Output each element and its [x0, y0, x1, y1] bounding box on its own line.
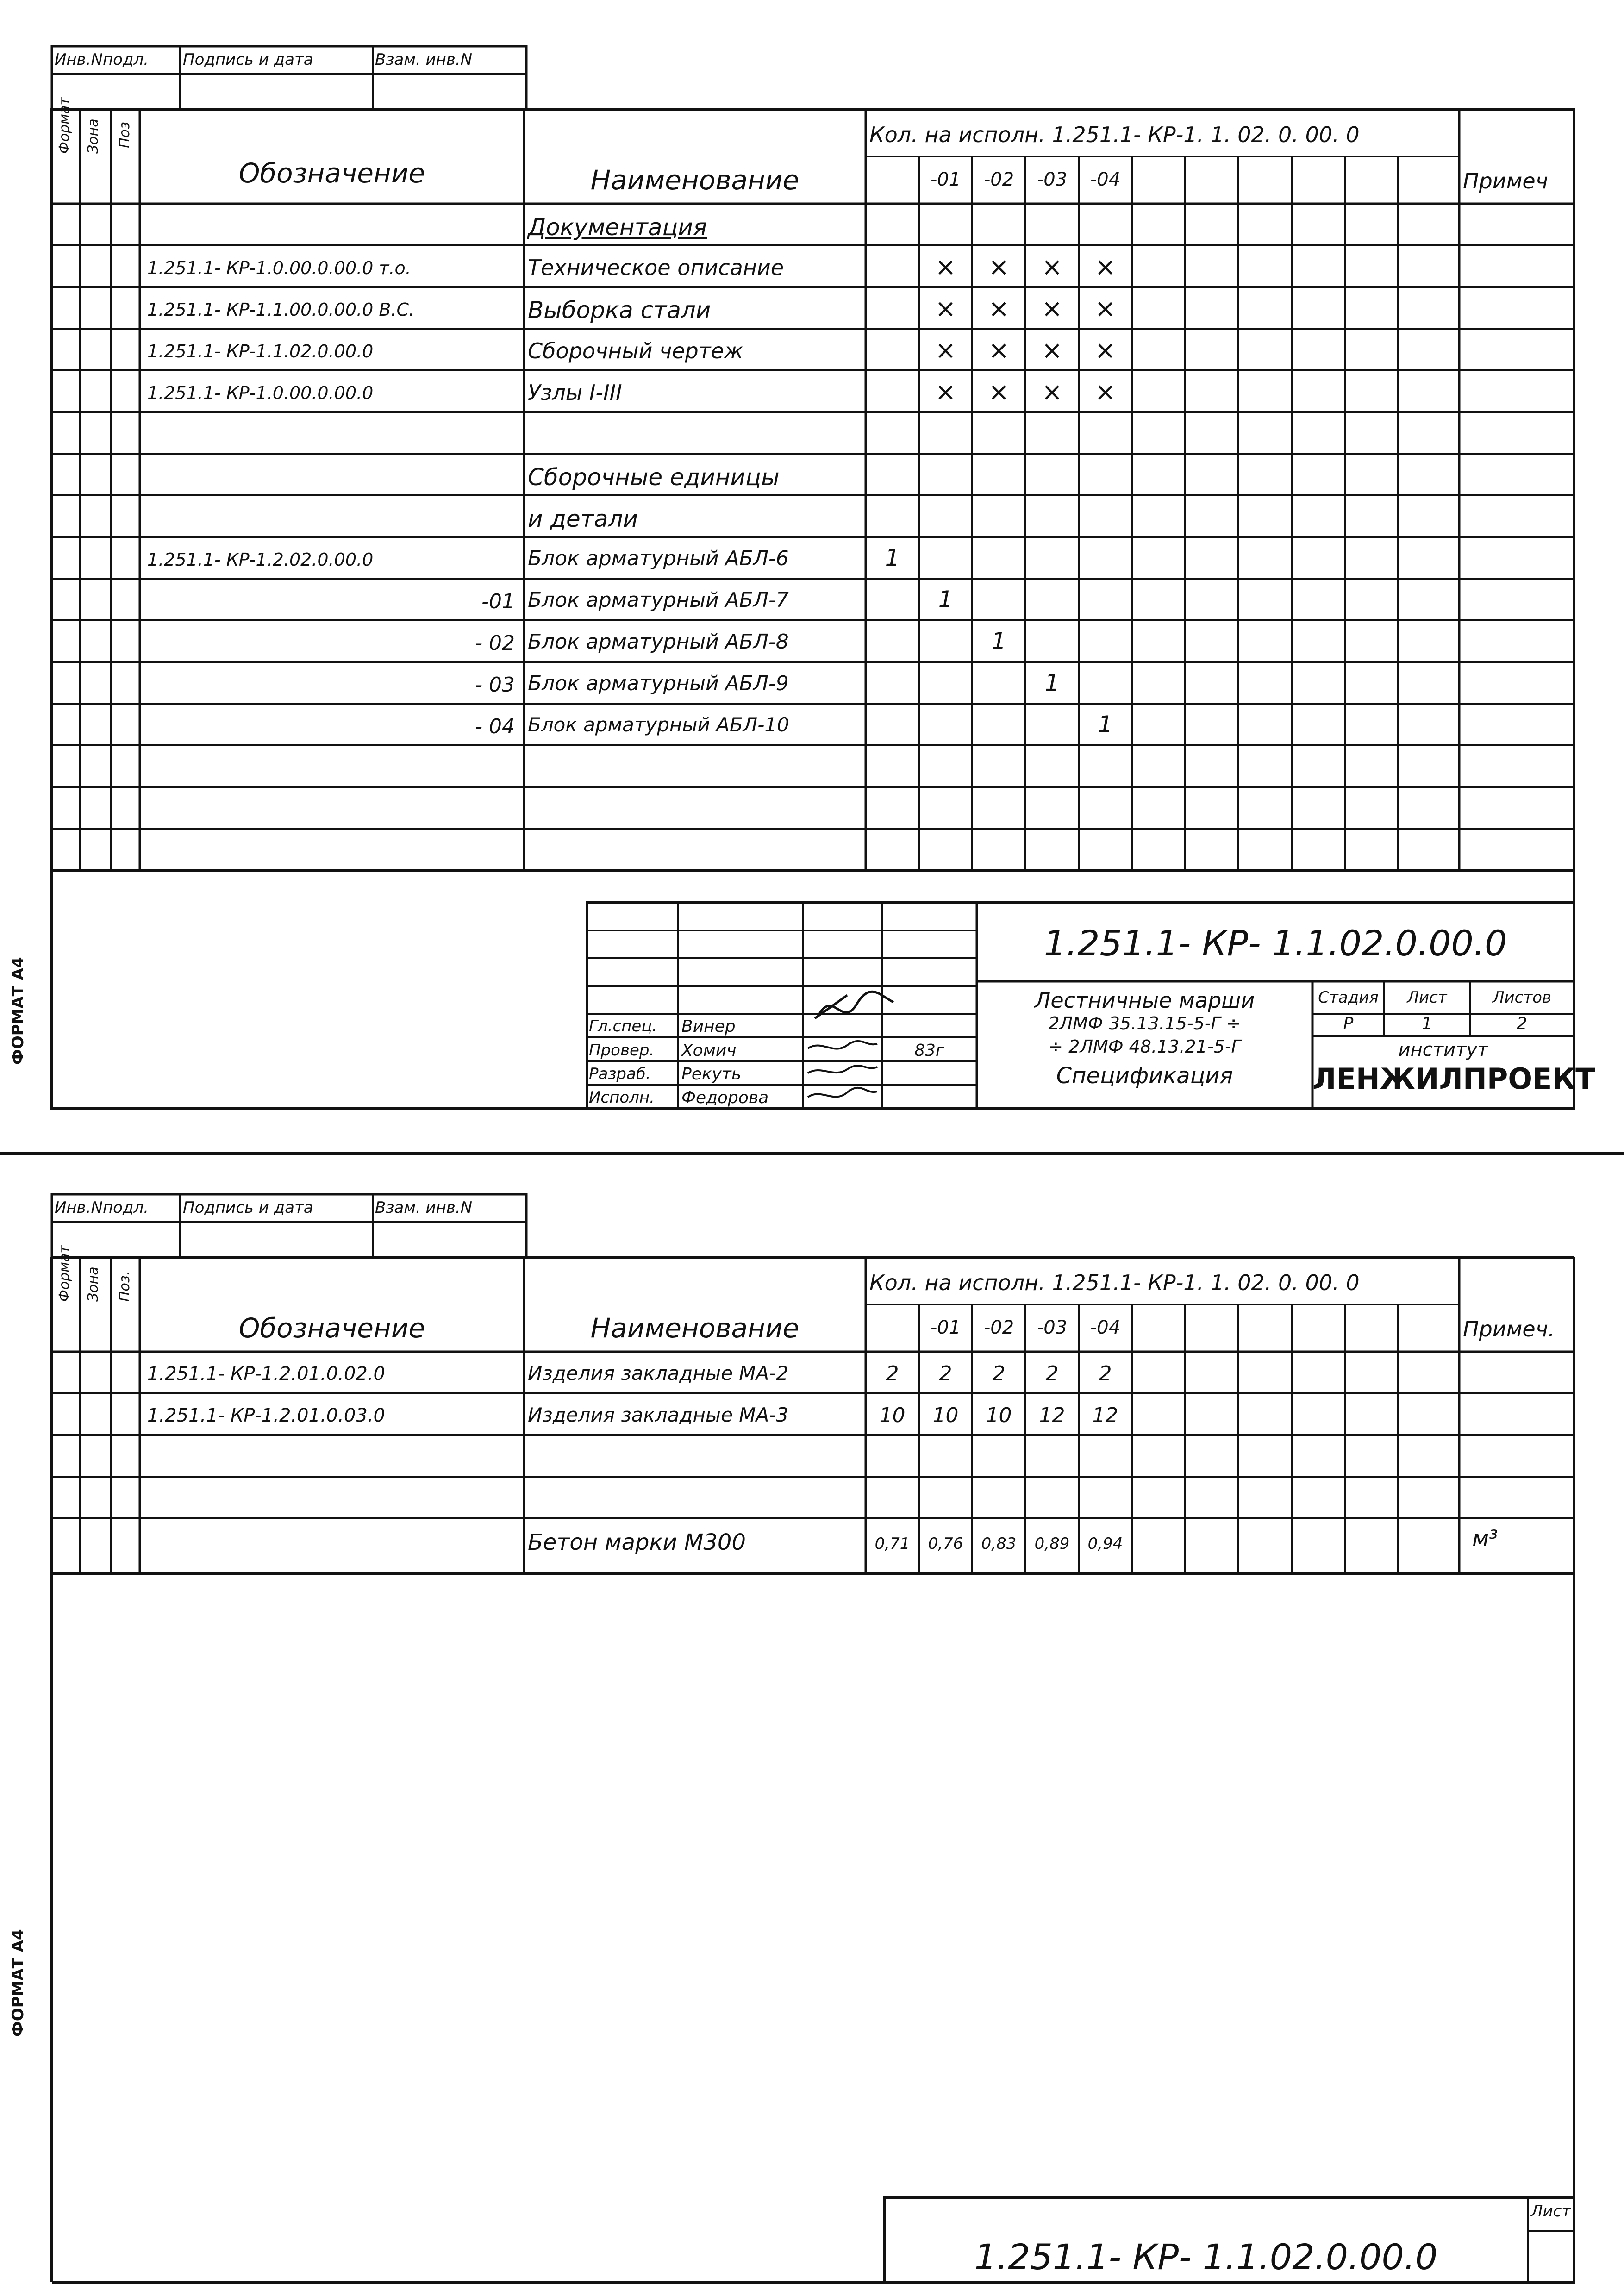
institute-name: ЛЕНЖИЛПРОЕКТ	[1312, 1062, 1595, 1096]
col-pos-header: Поз	[117, 122, 133, 148]
col-name-header: Наименование	[590, 164, 800, 196]
row-name: Блок арматурный АБЛ-10	[528, 713, 789, 736]
col-variant-01: -01	[930, 169, 961, 190]
row-qty-base: 1	[885, 544, 900, 571]
row-qty-02: ×	[988, 294, 1010, 323]
col-pos-header: Поз.	[117, 1271, 133, 1302]
sheet-value: 1	[1422, 1014, 1432, 1033]
col-note-header: Примеч	[1463, 168, 1548, 193]
row-designation: 1.251.1- КР-1.0.00.0.00.0	[147, 383, 374, 403]
row-name: Изделия закладные МА-2	[528, 1362, 789, 1385]
row-qty-04: ×	[1094, 336, 1116, 365]
margin-format-label: ФОРМАТ А4	[9, 957, 27, 1065]
row-name: Блок арматурный АБЛ-7	[528, 588, 789, 612]
col-format-header: Формат	[56, 1245, 73, 1302]
row-qty-04: 2	[1099, 1362, 1112, 1385]
archive-replace-label: Взам. инв.N	[375, 1198, 473, 1217]
row-qty-04: 0,94	[1087, 1535, 1123, 1553]
row-qty-04: ×	[1094, 252, 1116, 281]
row-qty-04: 12	[1092, 1404, 1118, 1427]
row-qty-03: ×	[1041, 294, 1063, 323]
margin-format-label: ФОРМАТ А4	[9, 1929, 27, 2037]
row-qty-03: 2	[1045, 1362, 1059, 1385]
col-format-header: Формат	[56, 97, 73, 154]
col-variant-01: -01	[930, 1317, 961, 1338]
row-qty-01: 10	[932, 1404, 959, 1427]
stage-value: Р	[1343, 1014, 1354, 1033]
row-qty-03: 1	[1044, 669, 1060, 696]
title-line-1: Лестничные марши	[1034, 988, 1255, 1013]
row-qty-03: 12	[1039, 1404, 1065, 1427]
archive-inv-label: Инв.Nподл.	[55, 50, 149, 69]
institute-label: институт	[1398, 1039, 1488, 1061]
row-qty-base: 0,71	[874, 1535, 910, 1553]
row-designation: 1.251.1- КР-1.1.00.0.00.0 В.С.	[147, 299, 415, 320]
title-year: 83г	[914, 1041, 944, 1060]
row-name: Выборка стали	[528, 297, 711, 324]
row-name: Техническое описание	[528, 255, 784, 280]
row-designation: - 04	[475, 715, 515, 738]
row-qty-02: 2	[992, 1362, 1006, 1385]
row-qty-04: ×	[1094, 377, 1116, 406]
row-qty-01: 0,76	[928, 1535, 963, 1553]
row-qty-01: ×	[935, 252, 956, 281]
row-name: Блок арматурный АБЛ-8	[528, 630, 789, 654]
name-developed: Рекуть	[681, 1065, 742, 1084]
row-designation: -01	[481, 590, 515, 613]
row-name: Бетон марки М300	[528, 1529, 746, 1555]
name-executed: Федорова	[681, 1088, 769, 1107]
row-name: Узлы I-III	[528, 380, 622, 405]
col-variant-04: -04	[1090, 1317, 1121, 1338]
col-variant-02: -02	[983, 169, 1014, 190]
col-variant-03: -03	[1037, 169, 1068, 190]
row-qty-02: ×	[988, 377, 1010, 406]
role-chief-spec: Гл.спец.	[589, 1017, 657, 1036]
col-qty-title: Кол. на исполн. 1.251.1- КР-1. 1. 02. 0. 00. 0	[869, 1270, 1360, 1295]
footer-code: 1.251.1- КР- 1.1.02.0.00.0	[974, 2236, 1438, 2277]
role-executed: Исполн.	[589, 1088, 655, 1107]
row-name: Сборочные единицы	[528, 464, 780, 491]
row-name: Изделия закладные МА-3	[528, 1404, 789, 1426]
row-qty-01: ×	[935, 294, 956, 323]
row-qty-01: 1	[938, 586, 953, 613]
col-variant-02: -02	[983, 1317, 1014, 1338]
archive-sign-label: Подпись и дата	[183, 1198, 313, 1217]
row-qty-03: ×	[1041, 377, 1063, 406]
title-line-4: Спецификация	[1056, 1063, 1233, 1089]
col-zone-header: Зона	[85, 119, 101, 154]
archive-inv-label: Инв.Nподл.	[55, 1198, 149, 1217]
col-designation-header: Обозначение	[238, 157, 425, 189]
row-qty-02: 1	[991, 628, 1006, 655]
role-developed: Разраб.	[589, 1065, 651, 1083]
col-note-header: Примеч.	[1463, 1316, 1555, 1341]
row-qty-01: ×	[935, 377, 956, 406]
row-name: Блок арматурный АБЛ-9	[528, 672, 789, 695]
archive-replace-label: Взам. инв.N	[375, 50, 473, 69]
title-line-3: ÷ 2ЛМФ 48.13.21-5-Г	[1048, 1036, 1241, 1057]
row-qty-01: ×	[935, 336, 956, 365]
row-qty-02: 10	[986, 1404, 1012, 1427]
col-variant-03: -03	[1037, 1317, 1068, 1338]
row-qty-02: ×	[988, 336, 1010, 365]
row-name: Документация	[528, 214, 707, 241]
sheets-value: 2	[1517, 1014, 1527, 1033]
row-note: м³	[1472, 1526, 1498, 1552]
row-qty-02: 0,83	[981, 1535, 1017, 1553]
row-qty-03: 0,89	[1034, 1535, 1070, 1553]
footer-sheet-label: Лист	[1530, 2202, 1571, 2221]
name-chief-spec: Винер	[681, 1017, 736, 1036]
row-qty-base: 10	[879, 1404, 906, 1427]
col-variant-04: -04	[1090, 169, 1121, 190]
stage-label: Стадия	[1318, 988, 1379, 1007]
row-qty-04: ×	[1094, 294, 1116, 323]
row-name: и детали	[528, 505, 638, 532]
row-name: Блок арматурный АБЛ-6	[528, 547, 789, 570]
row-qty-03: ×	[1041, 336, 1063, 365]
role-checked: Провер.	[589, 1041, 655, 1060]
row-designation: 1.251.1- КР-1.2.01.0.02.0	[147, 1363, 385, 1385]
name-checked: Хомич	[681, 1041, 737, 1060]
col-name-header: Наименование	[590, 1312, 800, 1344]
col-qty-title: Кол. на исполн. 1.251.1- КР-1. 1. 02. 0. 00. 0	[869, 122, 1360, 147]
row-qty-base: 2	[886, 1362, 899, 1385]
row-designation: 1.251.1- КР-1.0.00.0.00.0 т.о.	[147, 258, 411, 278]
row-designation: 1.251.1- КР-1.2.02.0.00.0	[147, 549, 374, 570]
sheets-label: Листов	[1492, 988, 1551, 1007]
title-line-2: 2ЛМФ 35.13.15-5-Г ÷	[1048, 1013, 1241, 1034]
row-qty-01: 2	[939, 1362, 952, 1385]
col-designation-header: Обозначение	[238, 1312, 425, 1344]
row-designation: - 03	[475, 673, 515, 697]
row-qty-04: 1	[1098, 711, 1113, 738]
sheet-label: Лист	[1407, 988, 1447, 1007]
row-qty-02: ×	[988, 252, 1010, 281]
row-name: Сборочный чертеж	[528, 338, 743, 363]
row-designation: 1.251.1- КР-1.2.01.0.03.0	[147, 1405, 385, 1426]
row-qty-03: ×	[1041, 252, 1063, 281]
archive-sign-label: Подпись и дата	[183, 50, 313, 69]
col-zone-header: Зона	[85, 1267, 101, 1302]
row-designation: 1.251.1- КР-1.1.02.0.00.0	[147, 341, 374, 362]
title-block-code: 1.251.1- КР- 1.1.02.0.00.0	[1043, 923, 1507, 964]
row-designation: - 02	[475, 631, 515, 655]
